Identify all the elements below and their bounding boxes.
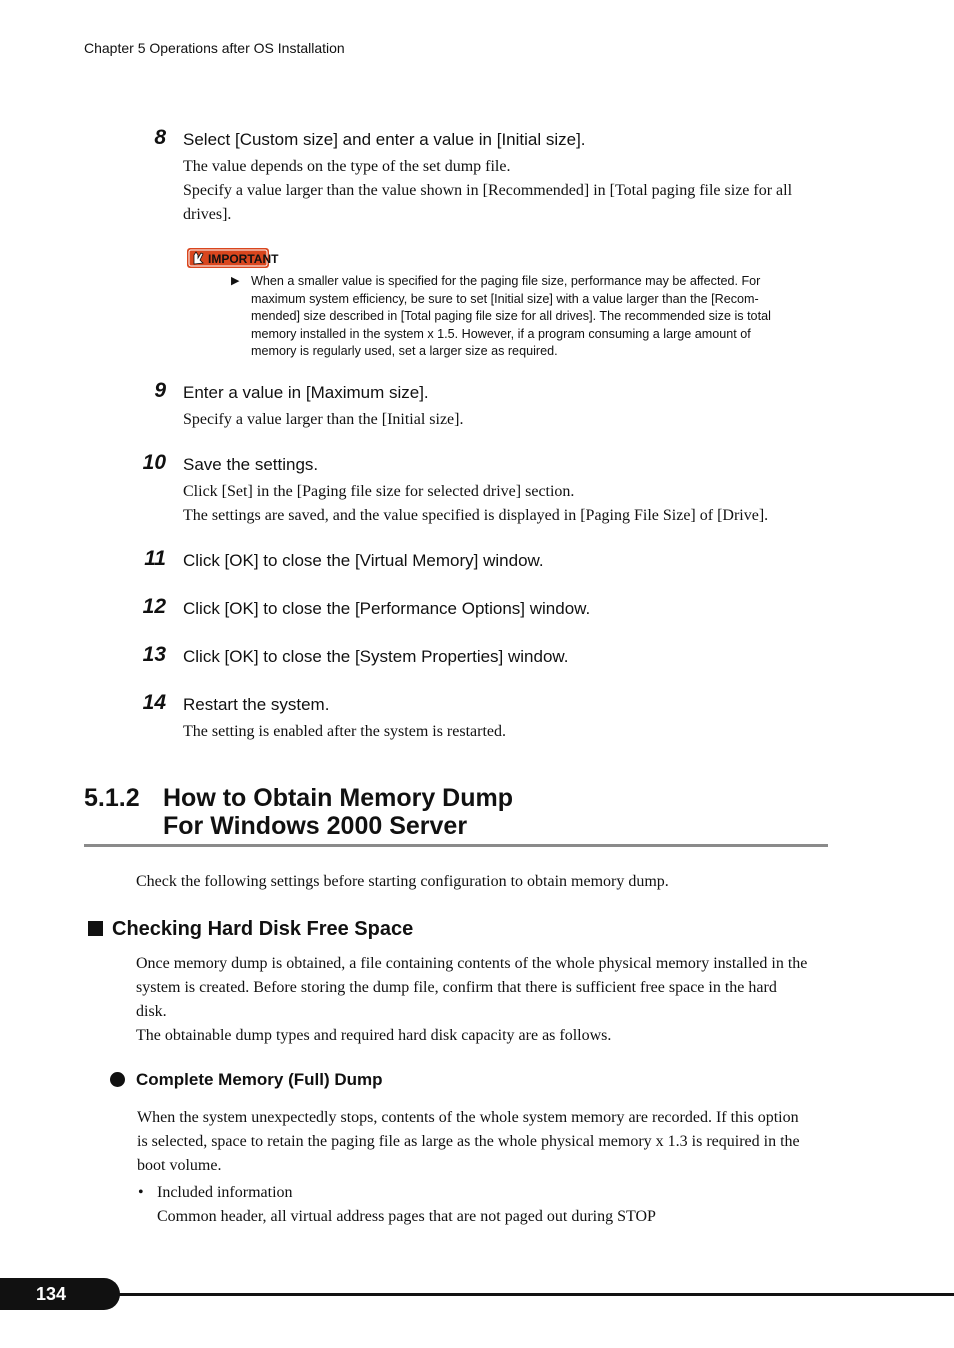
step-number: 8 (154, 126, 166, 149)
step-text: Specify a value larger than the value shown in [Recommended] in [Total paging file size for all (183, 182, 793, 199)
paragraph-line: boot volume. (137, 1157, 222, 1174)
section-title-line: How to Obtain Memory Dump (163, 784, 513, 812)
page-number: 134 (0, 1278, 120, 1310)
bullet-arrow-icon: ▶ (231, 274, 240, 287)
note-line: maximum system efficiency, be sure to set [Initial size] with a value larger than the [Recom- (251, 291, 759, 306)
step-number: 10 (142, 451, 166, 474)
step-text: Click [Set] in the [Paging file size for selected drive] section. (183, 483, 575, 500)
paragraph-line: is selected, space to retain the paging file as large as the whole physical memory x 1.3 is required in the (137, 1133, 800, 1150)
paragraph-line: disk. (136, 1003, 167, 1020)
step-title: Save the settings. (183, 455, 319, 474)
section-number: 5.1.2 (84, 784, 140, 812)
important-hand-icon (186, 246, 279, 270)
step-text: Specify a value larger than the [Initial size]. (183, 411, 464, 428)
step-number: 11 (144, 547, 166, 570)
section-divider (84, 844, 828, 847)
step-title: Click [OK] to close the [Virtual Memory] window. (183, 551, 544, 570)
step-number: 9 (154, 379, 166, 402)
step-text: The settings are saved, and the value specified is displayed in [Paging File Size] of [Drive]. (183, 507, 769, 524)
step-title: Restart the system. (183, 695, 330, 714)
dump-heading (110, 1070, 383, 1090)
paragraph-line: Once memory dump is obtained, a file containing contents of the whole physical memory installed in the (136, 955, 808, 972)
step-text: The value depends on the type of the set dump file. (183, 158, 511, 175)
step-number: 13 (142, 643, 166, 666)
paragraph-line: system is created. Before storing the dump file, confirm that there is sufficient free space in the hard (136, 979, 777, 996)
step-number: 14 (142, 691, 166, 714)
paragraph-line: When the system unexpectedly stops, contents of the whole system memory are recorded. If this option (137, 1109, 799, 1126)
paragraph-line: The obtainable dump types and required hard disk capacity are as follows. (136, 1027, 612, 1044)
chapter-header: Chapter 5 Operations after OS Installation (84, 40, 345, 56)
important-badge (186, 246, 279, 270)
note-line: mended] size described in [Total paging file size for all drives]. The recommended size is total (251, 309, 771, 324)
bullet-detail: Common header, all virtual address pages that are not paged out during STOP (157, 1208, 656, 1225)
step-title: Click [OK] to close the [System Properties] window. (183, 647, 569, 666)
square-bullet-icon (88, 921, 103, 936)
bullet-dot: • (138, 1184, 144, 1201)
note-line: memory is regularly used, set a larger size as required. (251, 344, 558, 359)
section-title (163, 784, 763, 840)
section-intro: Check the following settings before starting configuration to obtain memory dump. (136, 873, 669, 890)
note-line: memory installed in the system x 1.5. However, if a program consuming a large amount of (251, 326, 751, 341)
subsection-heading (84, 918, 413, 941)
subsection-title: Checking Hard Disk Free Space (112, 918, 414, 940)
step-title: Click [OK] to close the [Performance Options] window. (183, 599, 591, 618)
circle-bullet-icon (110, 1072, 125, 1087)
footer-rule (110, 1293, 954, 1296)
important-label: IMPORTANT (208, 252, 279, 266)
bullet-label: Included information (157, 1184, 293, 1201)
step-number: 12 (142, 595, 166, 618)
section-title-line: For Windows 2000 Server (163, 812, 468, 840)
dump-title: Complete Memory (Full) Dump (136, 1070, 383, 1089)
step-title: Select [Custom size] and enter a value in [Initial size]. (183, 130, 586, 149)
step-text: drives]. (183, 206, 232, 223)
step-text: The setting is enabled after the system is restarted. (183, 723, 507, 740)
important-note (251, 273, 828, 361)
step-title: Enter a value in [Maximum size]. (183, 383, 429, 402)
note-line: When a smaller value is specified for the paging file size, performance may be affected. For (251, 274, 761, 288)
